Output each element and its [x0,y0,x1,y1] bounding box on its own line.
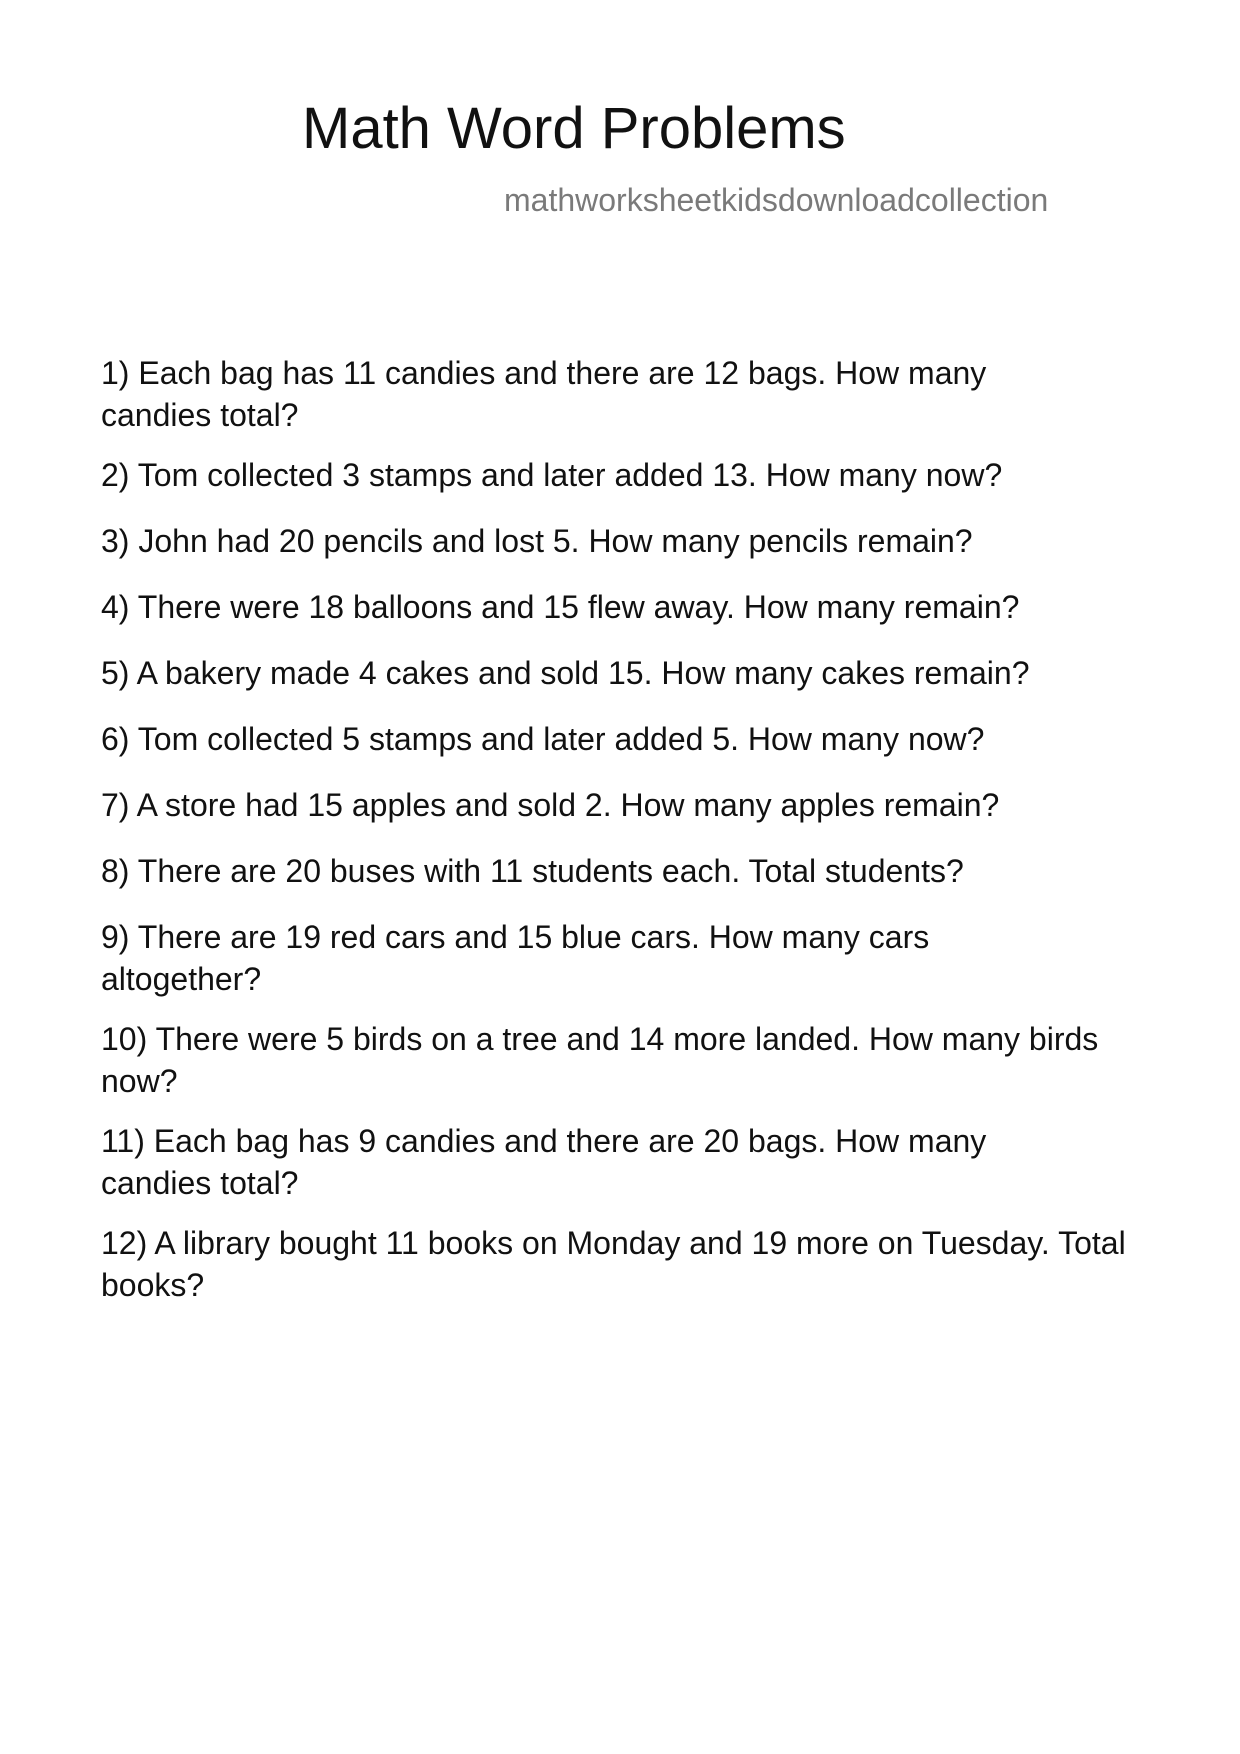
problem-item: 2) Tom collected 3 stamps and later added 13. How many now? [101,457,1003,493]
problem-list [101,352,1161,1306]
problem-item: 3) John had 20 pencils and lost 5. How many pencils remain? [101,523,973,559]
problem-item: 7) A store had 15 apples and sold 2. How many apples remain? [101,787,1000,823]
problem-item: 6) Tom collected 5 stamps and later added 5. How many now? [101,721,985,757]
source-label: mathworksheetkidsdownloadcollection [504,182,1049,218]
problem-item: 10) There were 5 birds on a tree and 14 more landed. How many birds now? [101,1021,1099,1099]
page-title: Math Word Problems [302,96,846,161]
problem-item: 8) There are 20 buses with 11 students each. Total students? [101,853,964,889]
problem-item: 12) A library bought 11 books on Monday and 19 more on Tuesday. Total books? [101,1225,1126,1303]
problem-item: 5) A bakery made 4 cakes and sold 15. How many cakes remain? [101,655,1030,691]
problem-item: 9) There are 19 red cars and 15 blue cars. How many cars altogether? [101,919,930,997]
problem-item: 4) There were 18 balloons and 15 flew away. How many remain? [101,589,1020,625]
problem-item: 1) Each bag has 11 candies and there are 12 bags. How many candies total? [101,355,987,433]
problem-item: 11) Each bag has 9 candies and there are 20 bags. How many candies total? [101,1123,987,1201]
